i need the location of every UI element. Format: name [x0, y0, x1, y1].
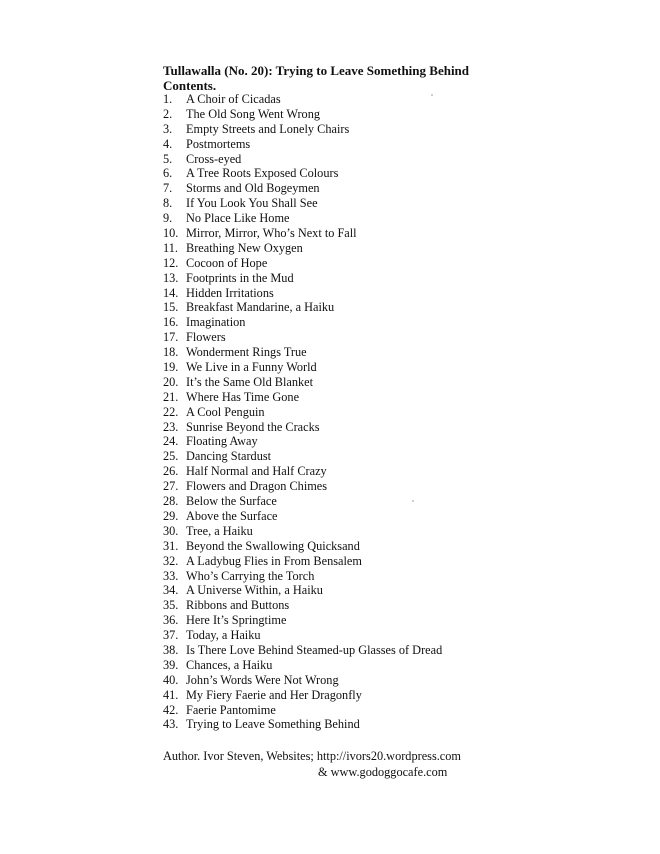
toc-entry-number: 7. [163, 181, 173, 196]
toc-entry [163, 688, 442, 703]
toc-entry-title: No Place Like Home [186, 211, 290, 226]
toc-entry-title: Here It’s Springtime [186, 613, 287, 628]
toc-entry [163, 300, 442, 315]
toc-entry-title: Postmortems [186, 136, 251, 151]
toc-entry-number: 34. [163, 583, 179, 598]
toc-entry-number: 21. [163, 389, 179, 404]
toc-entry-number: 38. [163, 642, 179, 657]
toc-entry [163, 628, 442, 643]
toc-entry-title: Tree, a Haiku [186, 523, 253, 538]
toc-entry [163, 345, 442, 360]
toc-entry-title: A Cool Penguin [186, 404, 265, 419]
toc-entry-title: Chances, a Haiku [186, 657, 273, 672]
toc-entry-number: 14. [163, 285, 179, 300]
toc-entry-title: Dancing Stardust [186, 449, 272, 464]
toc-entry-number: 19. [163, 360, 179, 375]
toc-entry-number: 36. [163, 613, 179, 628]
toc-entry-title: The Old Song Went Wrong [186, 106, 320, 121]
toc-entry-number: 25. [163, 449, 179, 464]
toc-entry-title: A Ladybug Flies in From Bensalem [186, 553, 362, 568]
toc-entry-title: We Live in a Funny World [186, 360, 317, 375]
toc-entry [163, 241, 442, 256]
toc-entry [163, 583, 442, 598]
toc-entry-number: 4. [163, 136, 173, 151]
toc-entry-number: 11. [163, 240, 178, 255]
toc-entry-title: Where Has Time Gone [186, 389, 300, 404]
website-line: & www.godoggocafe.com [318, 765, 448, 779]
toc-entry-title: John’s Words Were Not Wrong [186, 672, 339, 687]
toc-entry-number: 16. [163, 315, 179, 330]
toc-entry-number: 3. [163, 121, 173, 136]
toc-entry [163, 479, 442, 494]
toc-entry [163, 598, 442, 613]
toc-entry-number: 33. [163, 568, 179, 583]
document-title: Tullawalla (No. 20): Trying to Leave Something Behind [163, 63, 470, 78]
toc-entry-title: Today, a Haiku [186, 628, 261, 643]
toc-entry-number: 27. [163, 479, 179, 494]
toc-entry-title: Wonderment Rings True [186, 345, 307, 360]
toc-entry [163, 107, 442, 122]
toc-entry-number: 30. [163, 523, 179, 538]
toc-entry-title: Sunrise Beyond the Cracks [186, 419, 320, 434]
toc-entry-title: Flowers and Dragon Chimes [186, 479, 328, 494]
toc-entry-number: 2. [163, 106, 173, 121]
toc-entry-number: 39. [163, 657, 179, 672]
toc-entry-number: 5. [163, 151, 173, 166]
toc-entry-title: Empty Streets and Lonely Chairs [186, 121, 350, 136]
toc-entry-number: 29. [163, 508, 179, 523]
table-of-contents [163, 92, 442, 732]
toc-entry [163, 717, 442, 732]
toc-entry-number: 24. [163, 434, 179, 449]
toc-entry-number: 35. [163, 598, 179, 613]
toc-entry [163, 658, 442, 673]
toc-entry-title: Ribbons and Buttons [186, 598, 290, 613]
toc-entry-title: Imagination [186, 315, 246, 330]
toc-entry-title: Faerie Pantomime [186, 702, 276, 717]
toc-entry [163, 330, 442, 345]
toc-entry-title: A Universe Within, a Haiku [186, 583, 323, 598]
toc-entry [163, 420, 442, 435]
contents-label: Contents. [163, 78, 217, 93]
toc-entry-title: If You Look You Shall See [186, 196, 318, 211]
author-line: Author. Ivor Steven, Websites; http://ivors20.wordpress.com [163, 749, 461, 763]
toc-entry-number: 32. [163, 553, 179, 568]
toc-entry [163, 390, 442, 405]
toc-entry-title: Below the Surface [186, 494, 277, 509]
toc-entry-number: 31. [163, 538, 179, 553]
toc-entry [163, 92, 442, 107]
toc-entry [163, 703, 442, 718]
toc-entry [163, 434, 442, 449]
toc-entry-title: Cross-eyed [186, 151, 242, 166]
toc-entry [163, 211, 442, 226]
toc-entry [163, 673, 442, 688]
toc-entry [163, 494, 442, 509]
toc-entry [163, 554, 442, 569]
toc-entry-title: A Tree Roots Exposed Colours [186, 166, 339, 181]
toc-entry [163, 315, 442, 330]
toc-entry-title: Who’s Carrying the Torch [186, 568, 315, 583]
toc-entry-title: It’s the Same Old Blanket [186, 374, 314, 389]
toc-entry-number: 40. [163, 672, 179, 687]
toc-entry [163, 137, 442, 152]
scan-speck [412, 500, 414, 502]
toc-entry [163, 405, 442, 420]
toc-entry-title: Mirror, Mirror, Who’s Next to Fall [186, 226, 357, 241]
toc-entry [163, 181, 442, 196]
toc-entry-title: My Fiery Faerie and Her Dragonfly [186, 687, 362, 702]
toc-entry-title: Floating Away [186, 434, 258, 449]
toc-entry-number: 8. [163, 196, 173, 211]
toc-entry [163, 286, 442, 301]
toc-entry [163, 271, 442, 286]
toc-entry-title: Flowers [186, 330, 226, 345]
toc-entry-number: 10. [163, 226, 179, 241]
toc-entry-number: 43. [163, 717, 179, 732]
toc-entry [163, 360, 442, 375]
toc-entry-title: Is There Love Behind Steamed-up Glasses of Dread [186, 642, 443, 657]
toc-entry-number: 17. [163, 330, 179, 345]
toc-entry [163, 152, 442, 167]
scan-speck [431, 94, 433, 96]
document-header [163, 63, 469, 93]
toc-entry-title: Breakfast Mandarine, a Haiku [186, 300, 335, 315]
toc-entry-number: 22. [163, 404, 179, 419]
toc-entry [163, 539, 442, 554]
toc-entry [163, 613, 442, 628]
toc-entry-number: 28. [163, 494, 179, 509]
toc-entry-number: 13. [163, 270, 179, 285]
toc-entry [163, 375, 442, 390]
toc-entry [163, 226, 442, 241]
toc-entry [163, 643, 442, 658]
toc-entry-title: Storms and Old Bogeymen [186, 181, 320, 196]
toc-entry-title: Footprints in the Mud [186, 270, 294, 285]
toc-entry-number: 20. [163, 374, 179, 389]
toc-entry [163, 509, 442, 524]
toc-entry [163, 524, 442, 539]
toc-entry-number: 26. [163, 464, 179, 479]
toc-entry [163, 196, 442, 211]
toc-entry-number: 18. [163, 345, 179, 360]
toc-entry-title: Above the Surface [186, 508, 278, 523]
toc-entry [163, 449, 442, 464]
toc-entry-title: Hidden Irritations [186, 285, 274, 300]
toc-entry-number: 37. [163, 628, 179, 643]
toc-entry [163, 464, 442, 479]
toc-entry-title: Beyond the Swallowing Quicksand [186, 538, 360, 553]
toc-entry [163, 122, 442, 137]
toc-entry-number: 23. [163, 419, 179, 434]
toc-entry-title: A Choir of Cicadas [186, 92, 281, 106]
toc-entry [163, 569, 442, 584]
toc-entry-number: 1. [163, 92, 173, 106]
toc-entry-title: Half Normal and Half Crazy [186, 464, 327, 479]
toc-entry-number: 9. [163, 211, 173, 226]
toc-entry [163, 256, 442, 271]
toc-entry [163, 166, 442, 181]
toc-entry-number: 41. [163, 687, 179, 702]
toc-entry-title: Trying to Leave Something Behind [186, 717, 360, 732]
toc-entry-number: 42. [163, 702, 179, 717]
author-footer [163, 748, 461, 780]
toc-entry-title: Cocoon of Hope [186, 255, 268, 270]
toc-entry-number: 12. [163, 255, 179, 270]
toc-entry-title: Breathing New Oxygen [186, 240, 303, 255]
toc-entry-number: 6. [163, 166, 173, 181]
toc-entry-number: 15. [163, 300, 179, 315]
